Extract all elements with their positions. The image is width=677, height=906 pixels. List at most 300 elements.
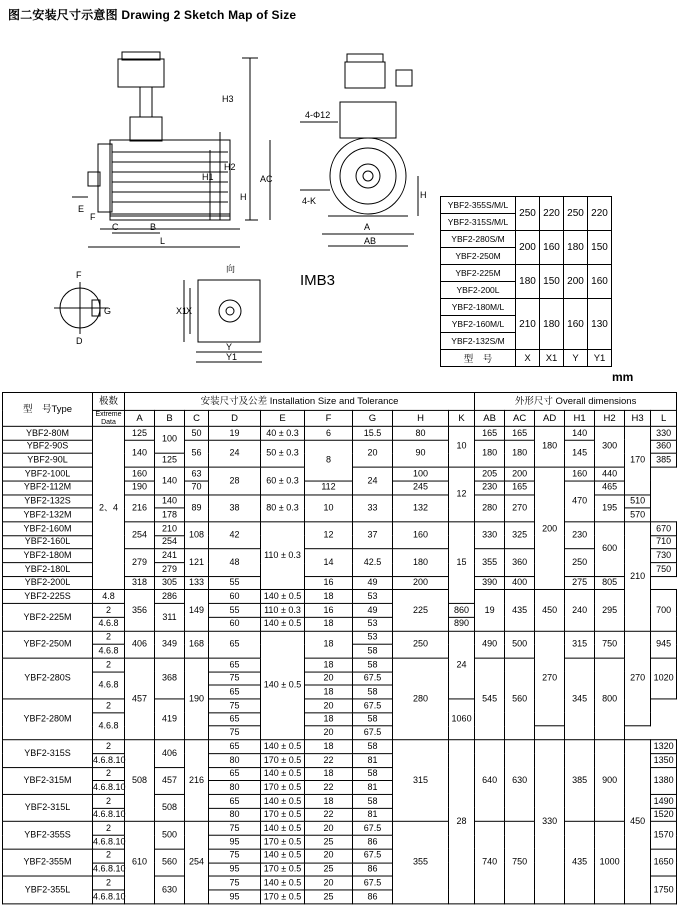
table-cell: 419 bbox=[155, 699, 185, 740]
table-cell: 75 bbox=[209, 726, 261, 740]
table-cell: YBF2-90L bbox=[3, 454, 93, 468]
table-cell: 70 bbox=[185, 481, 209, 495]
table-row bbox=[3, 426, 677, 440]
table-cell: 100 bbox=[155, 426, 185, 453]
table-cell: 630 bbox=[505, 740, 535, 822]
col-d: D bbox=[209, 410, 261, 426]
col-h: H bbox=[393, 410, 449, 426]
table-cell: 33 bbox=[353, 494, 393, 521]
table-cell: 80 ± 0.3 bbox=[261, 494, 305, 521]
table-cell: 250 bbox=[393, 631, 449, 658]
label-c: C bbox=[112, 222, 119, 232]
table-cell: 20 bbox=[353, 440, 393, 467]
table-cell: 640 bbox=[475, 740, 505, 822]
frame-name: YBF2-315S/M/L bbox=[441, 214, 516, 231]
table-cell: 18 bbox=[305, 767, 353, 781]
table-cell: 22 bbox=[305, 781, 353, 795]
table-cell: 311 bbox=[155, 604, 185, 631]
table-cell: 670 bbox=[651, 522, 677, 536]
table-cell: YBF2-355S bbox=[3, 822, 93, 849]
table-cell: 125 bbox=[125, 426, 155, 440]
table-cell: 216 bbox=[185, 740, 209, 822]
table-cell: 65 bbox=[209, 794, 261, 808]
table-cell: YBF2-315M bbox=[3, 767, 93, 794]
table-cell: 50 ± 0.3 bbox=[261, 440, 305, 467]
table-cell: 81 bbox=[353, 781, 393, 795]
table-cell: 108 bbox=[185, 522, 209, 549]
table-cell: 457 bbox=[125, 658, 155, 740]
table-cell: 190 bbox=[185, 658, 209, 740]
frame-name: YBF2-355S/M/L bbox=[441, 197, 516, 214]
col-l: L bbox=[651, 410, 677, 426]
table-cell: 10 bbox=[449, 426, 475, 467]
shaft-section-drawing bbox=[54, 282, 108, 334]
table-cell: 140 ± 0.5 bbox=[261, 876, 305, 890]
table-cell: 280 bbox=[475, 494, 505, 521]
table-cell: 500 bbox=[155, 822, 185, 849]
label-g: G bbox=[104, 306, 112, 316]
table-cell: YBF2-200L bbox=[3, 576, 93, 590]
table-cell: 750 bbox=[651, 563, 677, 577]
frame-x: 200 bbox=[516, 231, 540, 265]
table-cell: 12 bbox=[305, 522, 353, 549]
table-cell: 245 bbox=[393, 481, 449, 495]
table-cell: 225 bbox=[393, 590, 449, 631]
table-cell: 25 bbox=[305, 890, 353, 904]
table-cell: 12 bbox=[449, 467, 475, 522]
table-cell: 65 bbox=[209, 767, 261, 781]
table-cell: 450 bbox=[625, 740, 651, 904]
table-cell: 279 bbox=[125, 549, 155, 576]
table-cell: 95 bbox=[209, 835, 261, 849]
table-cell: 81 bbox=[353, 754, 393, 768]
table-cell: 315 bbox=[565, 631, 595, 658]
table-cell: 112 bbox=[305, 481, 353, 495]
table-cell: 55 bbox=[209, 576, 261, 590]
table-cell: 25 bbox=[305, 835, 353, 849]
col-g: G bbox=[353, 410, 393, 426]
table-cell: 315 bbox=[393, 740, 449, 822]
table-cell: 40 ± 0.3 bbox=[261, 426, 305, 440]
front-view-drawing bbox=[300, 54, 418, 246]
table-cell: 800 bbox=[595, 658, 625, 740]
table-cell: 140 bbox=[155, 494, 185, 508]
frame-name: YBF2-132S/M bbox=[441, 333, 516, 350]
table-cell: 470 bbox=[565, 481, 595, 522]
table-cell: 400 bbox=[505, 576, 535, 590]
label-h-front: H bbox=[420, 190, 427, 200]
table-cell: 140 ± 0.5 bbox=[261, 794, 305, 808]
table-cell: 275 bbox=[565, 576, 595, 590]
table-row bbox=[3, 658, 677, 672]
col-f: F bbox=[305, 410, 353, 426]
table-cell: 75 bbox=[209, 822, 261, 836]
table-cell: 241 bbox=[155, 549, 185, 563]
table-cell: 390 bbox=[475, 576, 505, 590]
table-cell: 490 bbox=[475, 631, 505, 658]
frame-header-x1: X1 bbox=[540, 350, 564, 367]
table-cell: 28 bbox=[209, 467, 261, 494]
table-cell: 48 bbox=[209, 549, 261, 576]
label-ab: AB bbox=[364, 236, 377, 246]
table-cell: 170 ± 0.5 bbox=[261, 754, 305, 768]
table-cell: 4.6.8.10 bbox=[93, 863, 125, 877]
table-cell: 270 bbox=[535, 631, 565, 726]
table-cell: 435 bbox=[505, 590, 535, 631]
table-cell: 110 ± 0.3 bbox=[261, 522, 305, 590]
table-cell: 95 bbox=[209, 890, 261, 904]
table-cell: 190 bbox=[125, 481, 155, 495]
table-cell: 2 bbox=[93, 631, 125, 645]
table-cell: YBF2-315L bbox=[3, 794, 93, 821]
table-cell: 170 ± 0.5 bbox=[261, 835, 305, 849]
table-cell: 170 bbox=[625, 426, 651, 494]
frame-y: 250 bbox=[564, 197, 588, 231]
table-cell: 254 bbox=[185, 822, 209, 904]
table-cell: 195 bbox=[595, 494, 625, 521]
table-cell: 140 ± 0.5 bbox=[261, 740, 305, 754]
table-cell: 330 bbox=[475, 522, 505, 549]
table-cell: 140 bbox=[125, 440, 155, 467]
table-cell: 67.5 bbox=[353, 699, 393, 713]
table-cell: 325 bbox=[505, 522, 535, 549]
table-cell: 355 bbox=[393, 822, 449, 904]
table-cell: 280 bbox=[393, 658, 449, 740]
table-row bbox=[3, 822, 677, 836]
table-cell: 53 bbox=[353, 617, 393, 631]
table-cell: YBF2-355L bbox=[3, 876, 93, 903]
table-cell: 900 bbox=[595, 740, 625, 822]
frame-header-y1: Y1 bbox=[588, 350, 612, 367]
table-cell: 58 bbox=[353, 794, 393, 808]
table-cell: YBF2-160M bbox=[3, 522, 93, 536]
table-cell: 610 bbox=[125, 822, 155, 904]
table-cell: 349 bbox=[155, 631, 185, 658]
table-row bbox=[3, 740, 677, 754]
frame-x: 250 bbox=[516, 197, 540, 231]
table-cell: 25 bbox=[305, 863, 353, 877]
frame-x1: 150 bbox=[540, 265, 564, 299]
table-cell: 2 bbox=[93, 699, 125, 713]
table-cell: 49 bbox=[353, 604, 393, 618]
table-row bbox=[3, 631, 677, 645]
table-cell: 180 bbox=[393, 549, 449, 576]
table-cell: 165 bbox=[475, 426, 505, 440]
table-cell: 140 bbox=[155, 467, 185, 494]
table-cell: YBF2-132S bbox=[3, 494, 93, 508]
table-cell: YBF2-180L bbox=[3, 563, 93, 577]
table-cell: 65 bbox=[209, 631, 261, 658]
table-cell: 125 bbox=[155, 454, 185, 468]
table-cell: 4.6.8.10 bbox=[93, 835, 125, 849]
table-cell: 945 bbox=[651, 631, 677, 658]
table-cell: 4.6.8.10 bbox=[93, 808, 125, 822]
table-cell: 75 bbox=[209, 672, 261, 686]
table-cell: 67.5 bbox=[353, 672, 393, 686]
table-cell: 1570 bbox=[651, 822, 677, 849]
label-4k: 4-K bbox=[302, 196, 317, 206]
table-cell: 279 bbox=[155, 563, 185, 577]
table-cell: 60 bbox=[209, 617, 261, 631]
table-cell: 95 bbox=[209, 863, 261, 877]
table-cell: 18 bbox=[305, 658, 353, 672]
table-cell: 500 bbox=[505, 631, 535, 658]
table-cell: 60 bbox=[209, 590, 261, 604]
unit-label: mm bbox=[612, 370, 634, 384]
label-ac: AC bbox=[260, 174, 273, 184]
label-y1: Y1 bbox=[226, 352, 238, 362]
table-cell: 1750 bbox=[651, 876, 677, 903]
table-cell: 75 bbox=[209, 699, 261, 713]
table-cell: 4.6.8 bbox=[93, 672, 125, 699]
table-cell: 254 bbox=[125, 522, 155, 549]
table-cell: 86 bbox=[353, 835, 393, 849]
table-cell: 200 bbox=[393, 576, 449, 590]
table-cell: 86 bbox=[353, 863, 393, 877]
table-cell: YBF2-280S bbox=[3, 658, 93, 699]
table-cell: 2 bbox=[93, 767, 125, 781]
table-cell: 200 bbox=[505, 467, 535, 481]
table-cell: 254 bbox=[155, 535, 185, 549]
table-cell: 890 bbox=[449, 617, 475, 631]
table-cell: 700 bbox=[651, 590, 677, 631]
table-cell: 508 bbox=[125, 740, 155, 822]
table-cell: 1350 bbox=[651, 754, 677, 768]
label-x1: X1 bbox=[176, 306, 188, 316]
table-cell: 318 bbox=[125, 576, 155, 590]
label-h: H bbox=[240, 192, 247, 202]
frame-y: 200 bbox=[564, 265, 588, 299]
table-cell: YBF2-280M bbox=[3, 699, 93, 740]
table-cell: 160 bbox=[565, 467, 595, 481]
label-holes: 4-Φ12 bbox=[305, 110, 331, 120]
table-cell: 80 bbox=[209, 808, 261, 822]
table-cell: 50 bbox=[185, 426, 209, 440]
table-cell: 80 bbox=[209, 754, 261, 768]
table-cell: 355 bbox=[475, 549, 505, 576]
table-cell: 90 bbox=[393, 440, 449, 467]
label-f: F bbox=[90, 212, 96, 222]
frame-y: 180 bbox=[564, 231, 588, 265]
table-cell: 2 bbox=[93, 794, 125, 808]
table-cell: 805 bbox=[595, 576, 625, 590]
table-cell: 4.6.8 bbox=[93, 617, 125, 631]
table-cell: 210 bbox=[625, 522, 651, 631]
table-cell: 67.5 bbox=[353, 822, 393, 836]
label-x: X bbox=[186, 306, 193, 316]
header-overall: 外形尺寸 Overall dimensions bbox=[475, 392, 677, 410]
table-cell: 2 bbox=[93, 849, 125, 863]
table-cell: 170 ± 0.5 bbox=[261, 781, 305, 795]
table-cell: 4.8 bbox=[93, 590, 125, 604]
table-cell: 286 bbox=[155, 590, 185, 604]
table-cell: 180 bbox=[505, 440, 535, 467]
table-cell: 67.5 bbox=[353, 726, 393, 740]
table-cell: 4.6.8 bbox=[93, 644, 125, 658]
mounting-type: IMB3 bbox=[300, 272, 336, 289]
table-cell: 2 bbox=[93, 822, 125, 836]
table-cell: 20 bbox=[305, 726, 353, 740]
table-cell: 56 bbox=[185, 440, 209, 467]
col-b: B bbox=[155, 410, 185, 426]
table-cell: 58 bbox=[353, 713, 393, 727]
table-cell: 100 bbox=[393, 467, 449, 481]
table-cell: 385 bbox=[565, 740, 595, 822]
table-cell: 2 bbox=[93, 658, 125, 672]
table-cell: 80 bbox=[393, 426, 449, 440]
table-cell: YBF2-250M bbox=[3, 631, 93, 658]
table-cell: 750 bbox=[595, 631, 625, 658]
table-cell: 58 bbox=[353, 658, 393, 672]
label-b: B bbox=[150, 222, 157, 232]
table-cell: 20 bbox=[305, 822, 353, 836]
table-cell: 20 bbox=[305, 672, 353, 686]
table-cell: 24 bbox=[353, 467, 393, 494]
table-cell: 58 bbox=[353, 685, 393, 699]
frame-size-table bbox=[440, 196, 612, 367]
table-cell: 140 ± 0.5 bbox=[261, 631, 305, 740]
table-cell: 270 bbox=[625, 631, 651, 726]
table-cell: 42.5 bbox=[353, 549, 393, 576]
table-cell: 65 bbox=[209, 685, 261, 699]
table-cell: 740 bbox=[475, 822, 505, 904]
table-cell: 165 bbox=[505, 481, 535, 495]
label-h1: H1 bbox=[202, 172, 214, 182]
table-cell: 406 bbox=[125, 631, 155, 658]
table-cell: 53 bbox=[353, 590, 393, 604]
dimension-table bbox=[2, 392, 677, 904]
table-cell: 178 bbox=[155, 508, 185, 522]
label-h2: H2 bbox=[224, 162, 236, 172]
table-cell: 510 bbox=[625, 494, 651, 508]
table-cell: 81 bbox=[353, 808, 393, 822]
table-cell: 240 bbox=[565, 590, 595, 631]
table-cell: 24 bbox=[449, 631, 475, 699]
table-cell: YBF2-132M bbox=[3, 508, 93, 522]
table-cell: 140 ± 0.5 bbox=[261, 767, 305, 781]
table-cell: 295 bbox=[595, 590, 625, 631]
table-cell: 360 bbox=[651, 440, 677, 454]
table-cell: 16 bbox=[305, 576, 353, 590]
table-cell: YBF2-90S bbox=[3, 440, 93, 454]
table-cell: 58 bbox=[353, 740, 393, 754]
table-cell: YBF2-315S bbox=[3, 740, 93, 767]
table-cell: 508 bbox=[155, 794, 185, 821]
table-cell: 170 ± 0.5 bbox=[261, 863, 305, 877]
table-cell: 80 bbox=[209, 781, 261, 795]
label-a: A bbox=[364, 222, 371, 232]
table-cell: 300 bbox=[595, 426, 625, 467]
table-cell: 140 ± 0.5 bbox=[261, 590, 305, 604]
table-cell: 545 bbox=[475, 658, 505, 740]
table-cell: 18 bbox=[305, 713, 353, 727]
table-cell: 89 bbox=[185, 494, 209, 521]
table-cell: 55 bbox=[209, 604, 261, 618]
table-cell: 270 bbox=[505, 494, 535, 521]
table-cell: 10 bbox=[305, 494, 353, 521]
frame-name: YBF2-280S/M bbox=[441, 231, 516, 248]
table-cell: 22 bbox=[305, 808, 353, 822]
col-ac: AC bbox=[505, 410, 535, 426]
col-h2: H2 bbox=[595, 410, 625, 426]
table-cell: 330 bbox=[651, 426, 677, 440]
table-cell: 67.5 bbox=[353, 876, 393, 890]
table-cell: 4.6.8.10 bbox=[93, 890, 125, 904]
frame-name: YBF2-160M/L bbox=[441, 316, 516, 333]
table-cell: 330 bbox=[535, 740, 565, 904]
table-cell: 368 bbox=[155, 658, 185, 699]
table-cell: 2 bbox=[93, 604, 125, 618]
table-cell: 38 bbox=[209, 494, 261, 521]
table-cell: 140 bbox=[565, 426, 595, 440]
table-cell: 133 bbox=[185, 576, 209, 590]
frame-name: YBF2-200L bbox=[441, 282, 516, 299]
frame-header-type: 型 号 bbox=[441, 350, 516, 367]
frame-y1: 220 bbox=[588, 197, 612, 231]
table-cell: 230 bbox=[475, 481, 505, 495]
table-cell: YBF2-355M bbox=[3, 849, 93, 876]
table-cell: 570 bbox=[625, 508, 651, 522]
table-cell: 58 bbox=[353, 644, 393, 658]
frame-x1: 160 bbox=[540, 231, 564, 265]
label-h3: H3 bbox=[222, 94, 234, 104]
table-cell: 22 bbox=[305, 754, 353, 768]
frame-y1: 160 bbox=[588, 265, 612, 299]
table-cell: 305 bbox=[155, 576, 185, 590]
table-cell: 18 bbox=[305, 617, 353, 631]
table-cell: 2 bbox=[93, 740, 125, 754]
table-cell: 360 bbox=[505, 549, 535, 576]
table-cell: 406 bbox=[155, 740, 185, 767]
table-cell: 1520 bbox=[651, 808, 677, 822]
frame-x: 210 bbox=[516, 299, 540, 350]
table-cell: 49 bbox=[353, 576, 393, 590]
table-cell: 15 bbox=[449, 522, 475, 604]
header-install: 安装尺寸及公差 Installation Size and Tolerance bbox=[125, 392, 475, 410]
table-cell: 345 bbox=[565, 658, 595, 740]
frame-x1: 180 bbox=[540, 299, 564, 350]
table-cell: 730 bbox=[651, 549, 677, 563]
frame-y1: 150 bbox=[588, 231, 612, 265]
col-h1: H1 bbox=[565, 410, 595, 426]
table-cell: 86 bbox=[353, 890, 393, 904]
table-cell: 149 bbox=[185, 590, 209, 631]
frame-name: YBF2-225M bbox=[441, 265, 516, 282]
table-cell: YBF2-225M bbox=[3, 604, 93, 631]
table-cell: YBF2-160L bbox=[3, 535, 93, 549]
table-cell: 170 ± 0.5 bbox=[261, 890, 305, 904]
frame-x1: 220 bbox=[540, 197, 564, 231]
table-cell: 58 bbox=[353, 767, 393, 781]
table-cell: 165 bbox=[505, 426, 535, 440]
table-cell: 28 bbox=[449, 740, 475, 904]
table-cell: 2、4 bbox=[93, 426, 125, 590]
table-cell: 250 bbox=[565, 549, 595, 576]
table-cell: 145 bbox=[565, 440, 595, 467]
table-cell: 2 bbox=[93, 876, 125, 890]
frame-header-x: X bbox=[516, 350, 540, 367]
table-cell: 216 bbox=[125, 494, 155, 521]
table-cell: 18 bbox=[305, 685, 353, 699]
table-cell: 1020 bbox=[651, 658, 677, 699]
table-cell: 37 bbox=[353, 522, 393, 549]
table-cell: 6 bbox=[305, 426, 353, 440]
table-cell: 1490 bbox=[651, 794, 677, 808]
header-type: 型 号Type bbox=[3, 392, 93, 426]
table-cell: 4.6.8 bbox=[93, 713, 125, 740]
table-cell: 75 bbox=[209, 849, 261, 863]
table-cell: 435 bbox=[565, 822, 595, 904]
